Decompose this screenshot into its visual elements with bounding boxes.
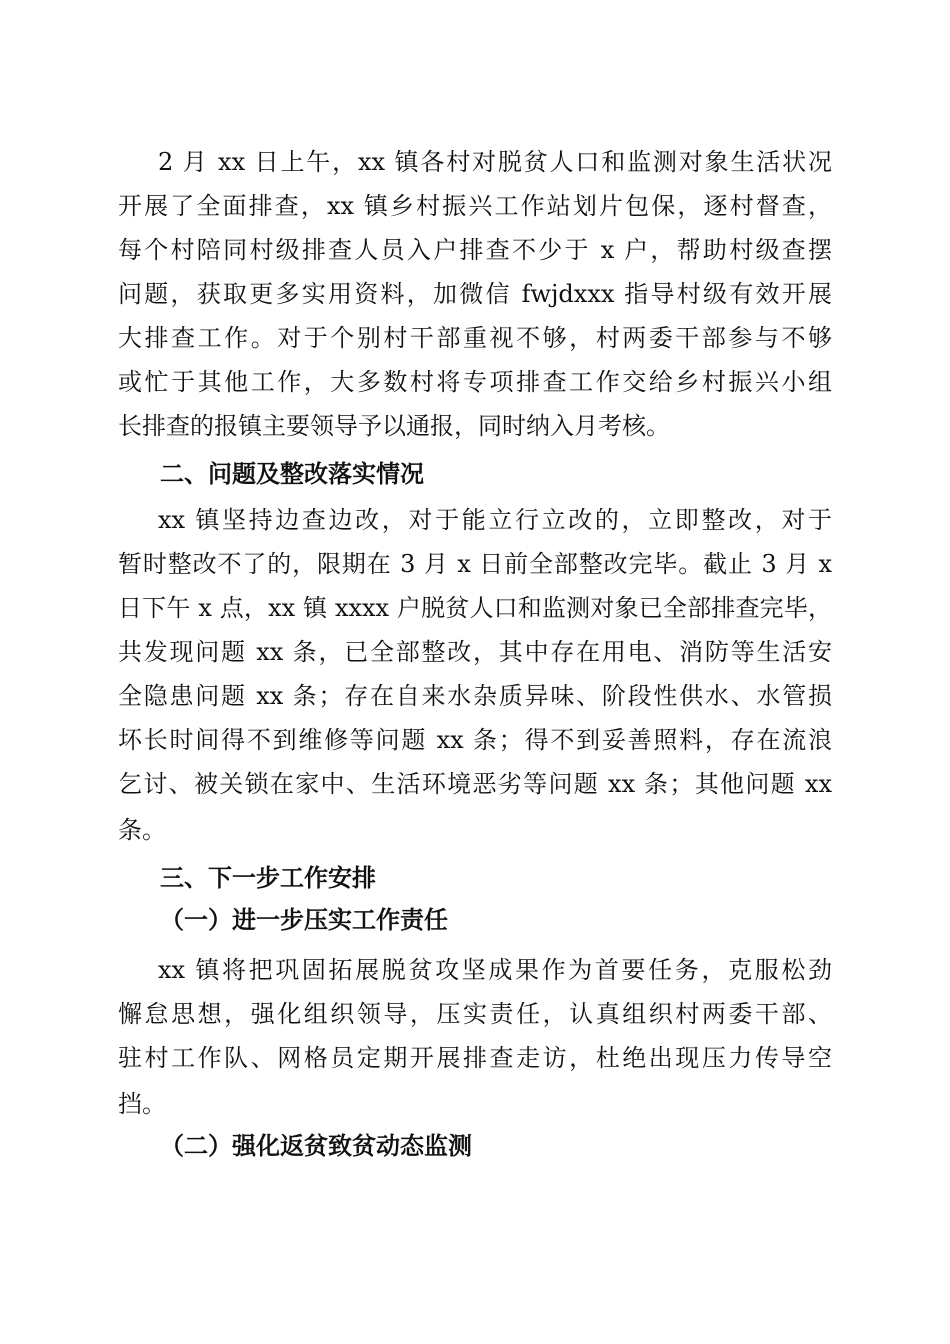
text-line: 全隐患问题 xx 条；存在自来水杂质异味、阶段性供水、水管损 <box>118 682 832 710</box>
text-line: 坏长时间得不到维修等问题 xx 条；得不到妥善照料，存在流浪 <box>118 726 832 754</box>
text-line: 暂时整改不了的，限期在 3 月 x 日前全部整改完毕。截止 3 月 x <box>118 550 832 578</box>
text-line: 日下午 x 点，xx 镇 xxxx 户脱贫人口和监测对象已全部排查完毕， <box>118 594 832 622</box>
subsection-heading-responsibility: （一）进一步压实工作责任 <box>160 905 448 934</box>
text-line: 问题，获取更多实用资料，加微信 fwjdxxx 指导村级有效开展 <box>118 280 832 308</box>
section-heading-next-steps: 三、下一步工作安排 <box>160 864 376 892</box>
text-line: 共发现问题 xx 条，已全部整改，其中存在用电、消防等生活安 <box>118 638 832 666</box>
text-line: xx 镇将把巩固拓展脱贫攻坚成果作为首要任务，克服松劲 <box>158 956 832 984</box>
text-line: 乞讨、被关锁在家中、生活环境恶劣等问题 xx 条；其他问题 xx <box>118 770 832 798</box>
text-line: 挡。 <box>118 1090 166 1118</box>
text-line: 条。 <box>118 816 166 844</box>
text-line: xx 镇坚持边查边改，对于能立行立改的，立即整改，对于 <box>158 506 832 534</box>
text-line: 大排查工作。对于个别村干部重视不够，村两委干部参与不够 <box>118 324 832 352</box>
text-line: 懈怠思想，强化组织领导，压实责任，认真组织村两委干部、 <box>118 1000 832 1028</box>
subsection-heading-monitoring: （二）强化返贫致贫动态监测 <box>160 1131 472 1160</box>
text-line: 驻村工作队、网格员定期开展排查走访，杜绝出现压力传导空 <box>118 1044 832 1072</box>
text-line: 开展了全面排查，xx 镇乡村振兴工作站划片包保，逐村督查， <box>118 192 832 220</box>
text-line: 每个村陪同村级排查人员入户排查不少于 x 户，帮助村级查摆 <box>118 236 832 264</box>
text-line: 2 月 xx 日上午，xx 镇各村对脱贫人口和监测对象生活状况 <box>158 148 832 176</box>
text-line: 长排查的报镇主要领导予以通报，同时纳入月考核。 <box>118 412 670 440</box>
section-heading-problems: 二、问题及整改落实情况 <box>160 460 424 488</box>
text-line: 或忙于其他工作，大多数村将专项排查工作交给乡村振兴小组 <box>118 368 832 396</box>
